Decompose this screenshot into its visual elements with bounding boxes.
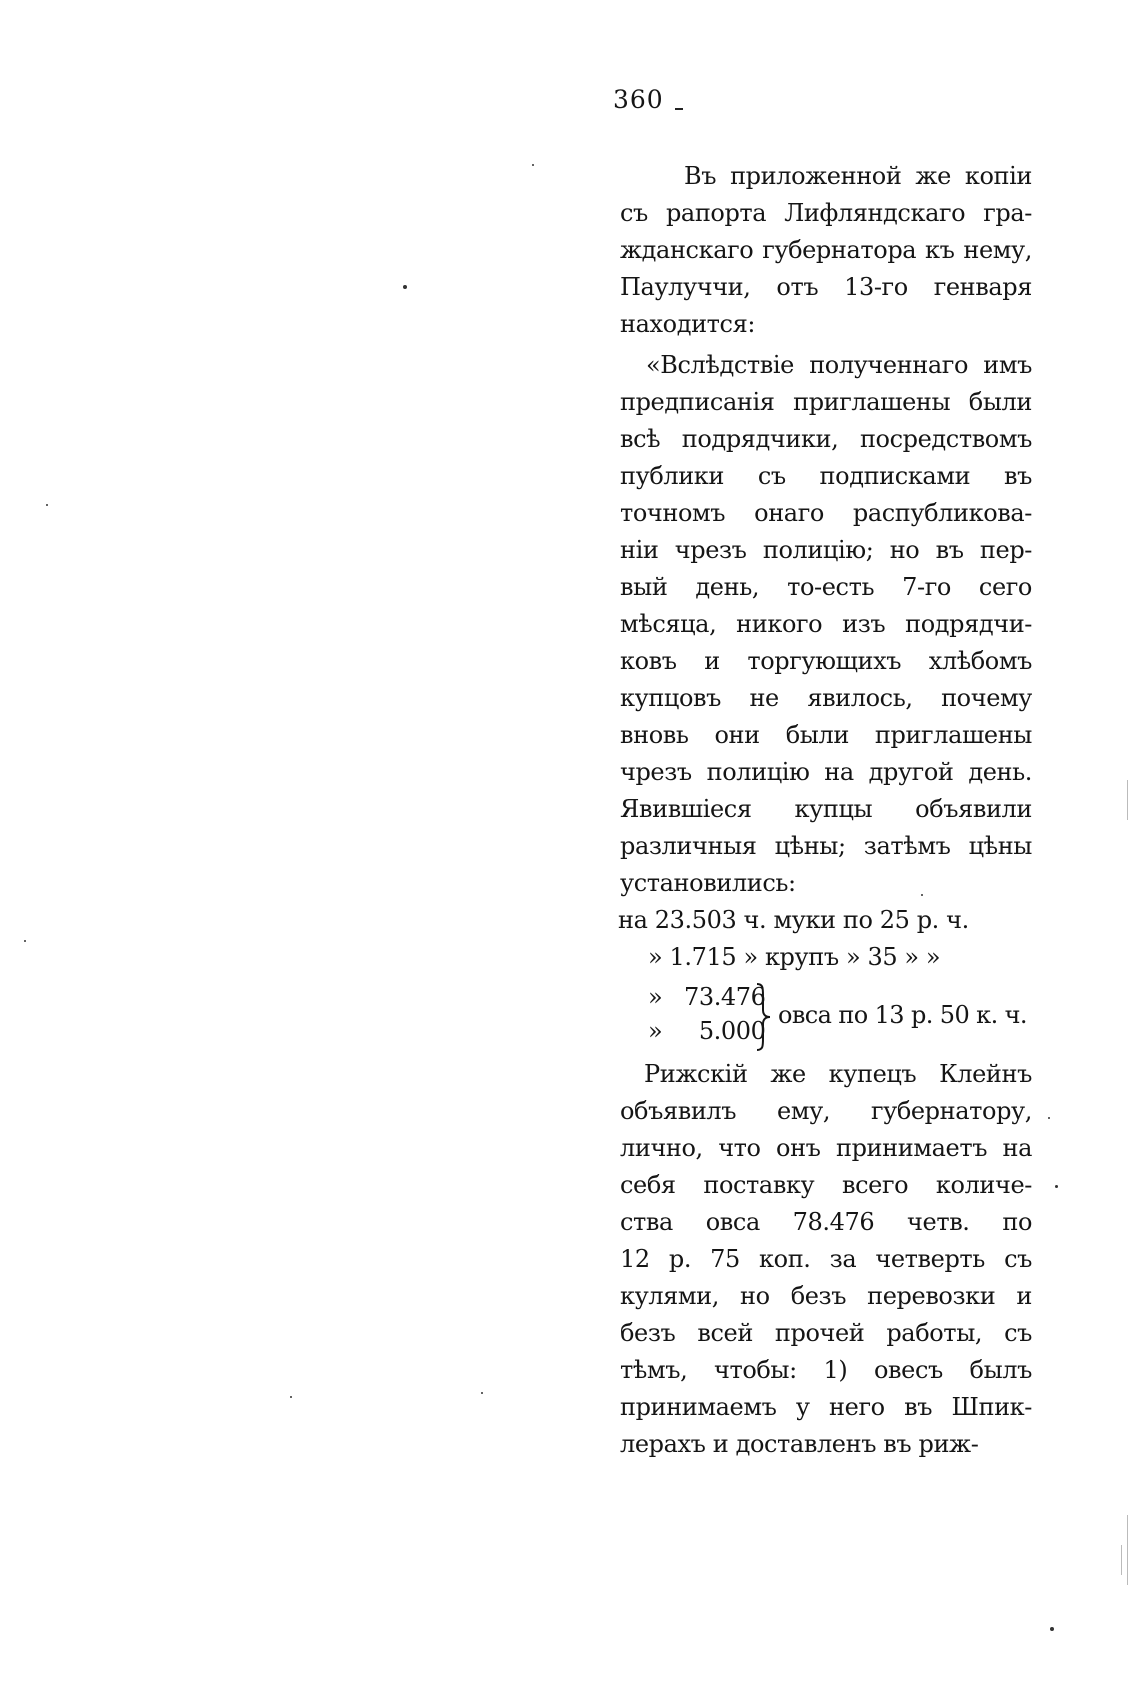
text-line: ковъ и торгующихъ хлѣбомъ [620, 647, 1032, 675]
text-line: «Вслѣдствіе полученнаго имъ [646, 351, 1032, 379]
text-line: съ рапорта Лифляндскаго гра- [620, 199, 1032, 227]
oats-row-2 [648, 1014, 766, 1048]
scan-speck [1050, 1627, 1054, 1631]
text-line: жданскаго губернатора къ нему, [620, 236, 1032, 264]
text-line: лично, что онъ принимаетъ на [620, 1134, 1032, 1162]
text-line: ства овса 78.476 четв. по [620, 1208, 1032, 1236]
text-line: кулями, но безъ перевозки и [620, 1282, 1032, 1310]
margin-mark [1121, 1545, 1122, 1575]
price-line-groats: » 1.715 » крупъ » 35 » » [648, 943, 941, 971]
scan-speck [1048, 1117, 1050, 1119]
text-line: точномъ онаго распубликова- [620, 499, 1032, 527]
oats-row-1 [648, 980, 766, 1014]
text-line: всѣ подрядчики, посредствомъ [620, 425, 1032, 453]
page-number-dash [675, 108, 683, 110]
text-line: 12 р. 75 коп. за четверть съ [620, 1245, 1032, 1273]
text-line: купцовъ не явилось, почему [620, 684, 1032, 712]
text-line: себя поставку всего количе- [620, 1171, 1032, 1199]
oats-price-group [620, 978, 1032, 1052]
text-line: ніи чрезъ полицію; но въ пер- [620, 536, 1032, 564]
text-line: установились: [620, 869, 796, 897]
scan-speck [532, 164, 534, 166]
text-line: публики съ подписками въ [620, 462, 1032, 490]
scan-speck [403, 285, 407, 289]
text-line: вый день, то-есть 7-го сего [620, 573, 1032, 601]
text-line: принимаемъ у него въ Шпик- [620, 1393, 1032, 1421]
margin-mark [1127, 1515, 1128, 1585]
scan-speck [1055, 1185, 1058, 1188]
text-line: Рижскій же купецъ Клейнъ [644, 1060, 1032, 1088]
text-line: Въ приложенной же копіи [684, 162, 1032, 190]
paragraph-2 [620, 347, 1032, 902]
text-line: Явившіеся купцы объявили [620, 795, 1032, 823]
text-line: находится: [620, 310, 756, 338]
ditto-mark: » [648, 983, 663, 1011]
text-line: предписанія приглашены были [620, 388, 1032, 416]
text-line: лерахъ и доставленъ въ риж- [620, 1430, 979, 1458]
scan-speck [481, 1392, 483, 1394]
oats-quantity-2: 5.000 [698, 1017, 766, 1045]
text-column [620, 158, 1032, 1463]
text-line: Паулуччи, отъ 13-го генваря [620, 273, 1032, 301]
text-line: тѣмъ, чтобы: 1) овесъ былъ [620, 1356, 1032, 1384]
oats-quantity-1: 73.476 [683, 983, 766, 1011]
price-line-flour: на 23.503 ч. муки по 25 р. ч. [618, 906, 969, 934]
scan-speck [24, 940, 26, 942]
text-line: различныя цѣны; затѣмъ цѣны [620, 832, 1032, 860]
ditto-mark: » [648, 1017, 663, 1045]
page-number: 360 [613, 85, 664, 114]
text-line: чрезъ полицію на другой день. [620, 758, 1032, 786]
curly-brace-icon [754, 982, 774, 1052]
oats-price: овса по 13 р. 50 к. ч. [778, 1001, 1027, 1029]
scan-speck [921, 894, 923, 896]
paragraph-3 [620, 1056, 1032, 1463]
scan-speck [290, 1396, 292, 1398]
scan-speck [46, 504, 48, 506]
text-line: мѣсяца, никого изъ подрядчи- [620, 610, 1032, 638]
text-line: вновь они были приглашены [620, 721, 1032, 749]
margin-mark [1127, 780, 1128, 820]
price-list [620, 902, 1032, 1052]
paragraph-1 [620, 158, 1032, 343]
text-line: объявилъ ему, губернатору, [620, 1097, 1032, 1125]
text-line: безъ всей прочей работы, съ [620, 1319, 1032, 1347]
